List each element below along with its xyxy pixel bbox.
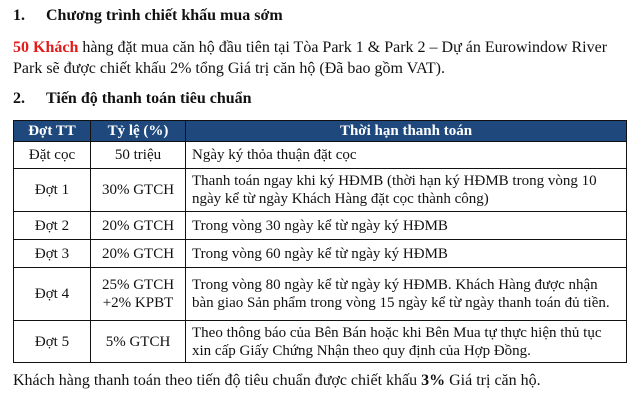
cell-deadline: Trong vòng 30 ngày kể từ ngày ký HĐMB <box>186 212 627 240</box>
cell-stage: Đợt 2 <box>14 212 91 240</box>
cell-deadline: Trong vòng 60 ngày kể từ ngày ký HĐMB <box>186 240 627 268</box>
intro-text: hàng đặt mua căn hộ đầu tiên tại Tòa Park 1 & Park 2 – Dự án Eurowindow River Park sẽ được chiết khấu 2% tổng Giá trị căn hộ (Đã bao gồm VAT). <box>13 39 608 77</box>
cell-stage: Đợt 3 <box>14 240 91 268</box>
cell-rate-line-2: +2% KPBT <box>102 295 174 311</box>
cell-stage: Đợt 1 <box>14 169 91 212</box>
cell-rate: 5% GTCH <box>91 321 186 363</box>
section-2-heading <box>13 90 252 108</box>
highlight-customers: 50 Khách <box>13 39 79 56</box>
section-2-number: 2. <box>13 90 25 107</box>
section-1-title: Chương trình chiết khấu mua sớm <box>46 7 283 24</box>
footer-text-after: Giá trị căn hộ. <box>445 372 541 389</box>
footer-discount-percent: 3% <box>421 372 446 389</box>
header-stage: Đợt TT <box>14 121 91 142</box>
cell-deadline: Thanh toán ngay khi ký HĐMB (thời hạn ký HĐMB trong vòng 10 ngày kể từ ngày Khách Hàng đặt cọc thành công) <box>186 169 627 212</box>
table-row <box>14 142 627 169</box>
cell-deadline: Theo thông báo của Bên Bán hoặc khi Bên Mua tự thực hiện thủ tục xin cấp Giấy Chứng Nhận theo quy định của Hợp Đồng. <box>186 321 627 363</box>
cell-rate: 20% GTCH <box>91 212 186 240</box>
table-row <box>14 169 627 212</box>
table-row <box>14 240 627 268</box>
table-row <box>14 212 627 240</box>
cell-rate: 50 triệu <box>91 142 186 169</box>
cell-rate: 20% GTCH <box>91 240 186 268</box>
section-1-number: 1. <box>13 7 25 24</box>
cell-deadline: Trong vòng 80 ngày kể từ ngày ký HĐMB. Khách Hàng được nhận bàn giao Sản phẩm trong vòng 15 ngày kể từ ngày thanh toán đủ tiền. <box>186 268 627 321</box>
cell-stage: Đợt 5 <box>14 321 91 363</box>
section-2-title: Tiến độ thanh toán tiêu chuẩn <box>46 90 252 107</box>
cell-rate <box>91 268 186 321</box>
table-row <box>14 268 627 321</box>
cell-stage: Đặt cọc <box>14 142 91 169</box>
cell-stage: Đợt 4 <box>14 268 91 321</box>
cell-rate-line-1: 25% GTCH <box>101 277 175 293</box>
standard-discount-note <box>13 371 541 391</box>
header-rate: Tỷ lệ (%) <box>91 121 186 142</box>
section-1-heading <box>13 7 283 25</box>
cell-deadline: Ngày ký thỏa thuận đặt cọc <box>186 142 627 169</box>
early-purchase-paragraph <box>13 37 633 79</box>
payment-schedule-table <box>13 120 627 363</box>
cell-rate: 30% GTCH <box>91 169 186 212</box>
footer-text-before: Khách hàng thanh toán theo tiến độ tiêu chuẩn được chiết khấu <box>13 372 422 389</box>
table-row <box>14 321 627 363</box>
header-deadline: Thời hạn thanh toán <box>186 121 627 142</box>
table-header-row <box>14 121 627 142</box>
